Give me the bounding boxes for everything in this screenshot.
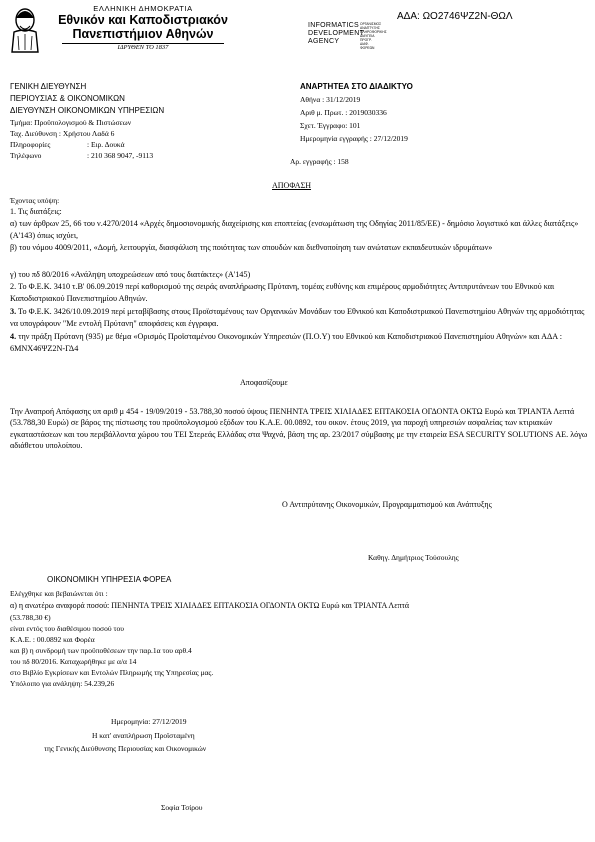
- approval-paragraph: Την Αναπροή Απόφασης υπ αριθ μ 454 - 19/09/2019 - 53.788,30 ποσού ύψους ΠΕΝΗΝΤΑ ΤΡΕΙΣ ΧΙΛΙΑΔΕΣ ΕΠΤΑΚΟΣΙΑ ΟΓΔΟΝΤΑ ΟΚΤΩ Ευρώ και ΤΡΙΑΝΤΑ Λεπτά (53.788,30 Ευρώ) σε βάρος της πίστωσης του προϋπολογισμού εξόδων του Κ.Α.Ε. 00.0892, του οικον. έτους 2019, για παροχή υπηρεσιών ασφαλείας των κτιριακών εγκαταστάσεων και του περιβάλλοντα χώρου του ΤΕΙ Στερεάς Ελλάδας στα Ψαχνά, βάση της αρ. 23/2017 σύμβασης με την εταιρεία ESA SECURITY SOLUTIONS ΑΕ. λόγω αδιάθετου υπολοίπου.: [10, 407, 588, 450]
- founded-label: ΙΔΡΥΘΕΝ ΤΟ 1837: [117, 44, 169, 51]
- decision-title: ΑΠΟΦΑΣΗ: [272, 181, 312, 190]
- we-decide: Αποφασίζουμε: [240, 378, 288, 387]
- item-4: [10, 331, 588, 354]
- ada-code: ΑΔΑ: ΩΟ2746ΨΖ2Ν-ΘΩΛ: [397, 11, 513, 22]
- university-name-line1: Εθνικόν και Καποδιστριακόν: [58, 13, 228, 27]
- item-2: 2. Το Φ.Ε.Κ. 3410 τ.Β' 06.09.2019 περί καθορισμού της σειράς αναπλήρωσης Πρύτανη, τομέας ευθύνης και επιμέρους αρμοδιότητες Αντιπρυτάνεων του Εθνικού και Καποδιστριακού Πανεπιστημίου Αθηνών.: [10, 282, 555, 303]
- registration-number: Αρ. εγγραφής : 158: [290, 157, 349, 166]
- registration-date: Ημερομηνία εγγραφής : 27/12/2019: [300, 134, 408, 143]
- republic-label: ΕΛΛΗΝΙΚΗ ΔΗΜΟΚΡΑΤΙΑ: [93, 4, 193, 13]
- athens-date: Αθήνα : 31/12/2019: [300, 95, 361, 104]
- ida-word-3: AGENCY: [308, 38, 340, 45]
- ida-mini-1: ΟΡΓΑΝΙΣΜΟΣ: [360, 22, 382, 26]
- related-document: Σχετ. Έγγραφο: 101: [300, 121, 361, 130]
- university-name-line2: Πανεπιστήμιον Αθηνών: [72, 27, 214, 41]
- ida-mini-2: ΑΝΑΠΤΥΞΗΣ: [360, 26, 380, 30]
- ida-mini-5: ΠΡΟΓΡ.: [360, 38, 372, 42]
- finance-service-title: ΟΙΚΟΝΟΜΙΚΗ ΥΠΗΡΕΣΙΑ ΦΟΡΕΑ: [47, 575, 172, 584]
- postal-address: Ταχ. Διεύθυνση : Χρήστου Λαδά 6: [10, 129, 115, 138]
- pd-registration: του πδ 80/2016. Καταχωρήθηκε με α/α 14: [10, 657, 137, 666]
- provision-c: γ) του πδ 80/2016 «Ανάληψη υποχρεώσεων από τους διατάκτες» (Α'145): [10, 270, 251, 279]
- ida-mini-6: ΔΙΑΦ.: [360, 42, 369, 46]
- finance-line-a: α) η ανωτέρω αναφορά ποσού: ΠΕΝΗΝΤΑ ΤΡΕΙΣ ΧΙΛΙΑΔΕΣ ΕΠΤΑΚΟΣΙΑ ΟΓΔΟΝΤΑ ΟΚΤΩ Ευρώ και ΤΡΙΑΝΤΑ Λεπτά: [10, 601, 410, 610]
- ida-word-2: DEVELOPMENT: [308, 30, 365, 37]
- kae-code: Κ.Α.Ε. : 00.0892 και Φορέα: [10, 635, 95, 644]
- info-label: Πληροφορίες: [10, 140, 51, 149]
- signer-name: Σοφία Τσίρου: [161, 803, 203, 812]
- finance-date: Ημερομηνία: 27/12/2019: [111, 717, 187, 726]
- remaining-balance: Υπόλοιπο για ανάληψη: 54.239,26: [10, 679, 115, 688]
- post-online-label: ΑΝΑΡΤΗΤΕΑ ΣΤΟ ΔΙΑΔΙΚΤΥΟ: [300, 82, 413, 91]
- item-3: [10, 306, 588, 329]
- checked-statement: Ελέγχθηκε και βεβαιώνεται ότι :: [10, 589, 108, 598]
- item-3-text: Το Φ.Ε.Κ. 3426/10.09.2019 περί μεταβίβασης στους Προϊσταμένους των Οργανικών Μονάδων του Εθνικού και Καποδιστριακού Πανεπιστημίου Αθηνών της αρμοδιότητας να υπογράφουν "Με εντολή Πρύτανη" αποφάσεις και έγγραφα.: [10, 307, 585, 328]
- having-in-view: Έχοντας υπόψη:: [10, 196, 60, 205]
- ida-mini-7: ΦΟΡΕΩΝ: [360, 46, 375, 50]
- item-4-text: την πράξη Πρύτανη (935) με θέμα «Ορισμός Προϊσταμένου Οικονομικών Υπηρεσιών (Π.Ο.Υ) του Εθνικού και Καποδιστριακού Πανεπιστημίου Αθηνών» και ΑΔΑ : 6ΜΝΧ46ΨΖ2Ν-ΓΔ4: [10, 332, 563, 353]
- ida-word-1: INFORMATICS: [308, 22, 360, 29]
- department: Τμήμα: Προϋπολογισμού & Πιστώσεων: [10, 118, 132, 127]
- provision-b: β) του νόμου 4009/2011, «Δομή, λειτουργία, διασφάλιση της ποιότητας των σπουδών και διεθνοποίηση των ανώτατων εκπαιδευτικών ιδρυμάτων»: [10, 243, 493, 252]
- item-1: 1. Τις διατάξεις:: [10, 207, 62, 216]
- phone-value: : 210 368 9047, -9113: [87, 151, 154, 160]
- ida-mini-3: ΠΛΗΡΟΦΟΡΙΚΗΣ: [360, 30, 387, 34]
- professor-name: Καθηγ. Δημήτριος Τούσουλης: [368, 553, 459, 562]
- ida-mini-4: ΔΙΑΥΓΕΙΑ: [360, 34, 375, 38]
- approval-book: στο Βιβλίο Εγκρίσεων και Εντολών Πληρωμής της Υπηρεσίας μας.: [10, 668, 214, 677]
- athena-seal-logo: [6, 4, 44, 54]
- general-directorate: ΓΕΝΙΚΗ ΔΙΕΥΘΥΝΣΗ: [10, 82, 87, 91]
- ida-logo: [308, 22, 387, 50]
- general-directorate-signature: της Γενικής Διεύθυνσης Περιουσίας και Οικονομικών: [44, 744, 207, 753]
- finance-line-b: και β) η συνδρομή των προϋποθέσεων την παρ.1α του αρθ.4: [10, 646, 192, 655]
- info-value: : Ειρ. Δουκά: [87, 140, 125, 149]
- university-header: [48, 4, 238, 52]
- within-available: είναι εντός του διαθέσιμου ποσού του: [10, 624, 124, 633]
- phone-label: Τηλέφωνο: [10, 151, 42, 160]
- finance-amount: (53.788,30 €): [10, 613, 51, 622]
- property-economics: ΠΕΡΙΟΥΣΙΑΣ & ΟΙΚΟΝΟΜΙΚΩΝ: [10, 94, 125, 103]
- provision-a: α) των άρθρων 25, 66 του ν.4270/2014 «Αρχές δημοσιονομικής διαχείρισης και εποπτείας (ενσωμάτωση της Οδηγίας 2011/85/ΕΕ) - δημόσιο λογιστικό και άλλες διατάξεις» (Α'143) όπως ισχύει,: [10, 219, 579, 240]
- protocol-number: Αριθ μ. Πρωτ. : 2019030336: [300, 108, 387, 117]
- item-4-number: 4.: [10, 332, 17, 341]
- directorate: ΔΙΕΥΘΥΝΣΗ ΟΙΚΟΝΟΜΙΚΩΝ ΥΠΗΡΕΣΙΩΝ: [10, 106, 165, 115]
- item-3-number: 3.: [10, 307, 17, 316]
- vice-rector-title: Ο Αντιπρύτανης Οικονομικών, Προγραμματισμού και Ανάπτυξης: [282, 500, 492, 509]
- on-behalf-head: Η κατ' αναπλήρωση Προϊσταμένη: [92, 731, 195, 740]
